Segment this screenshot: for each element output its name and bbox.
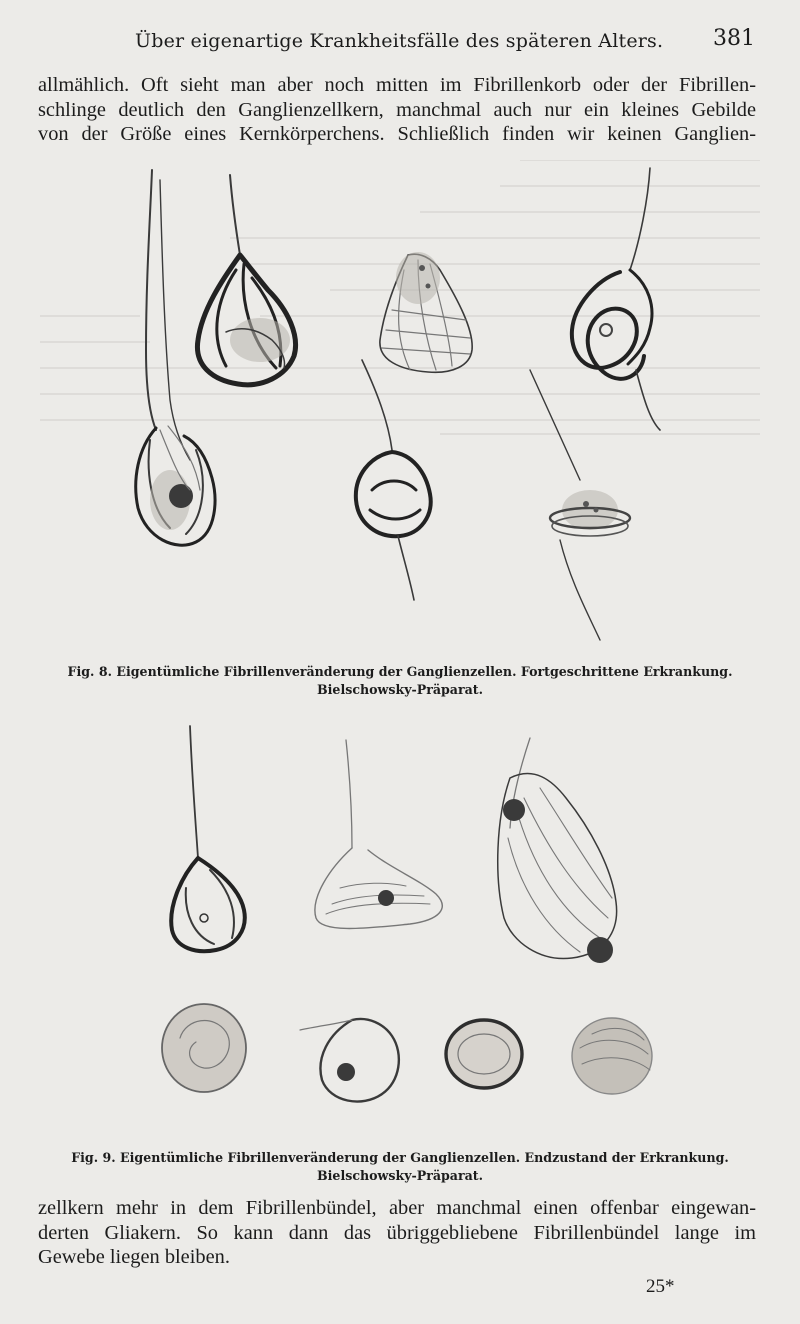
text-line: derten Gliakern. So kann dann das übriggebliebene Fibrillenbündel lange im — [38, 1221, 756, 1244]
text-line: Gewebe liegen bleiben. — [38, 1246, 230, 1268]
cell-9c — [498, 738, 617, 963]
paragraph-top — [38, 73, 756, 147]
cell-8d — [572, 168, 660, 430]
text-line: allmählich. Oft sieht man aber noch mitten im Fibrillenkorb oder der Fibrillen- — [38, 74, 756, 96]
cell-9g — [572, 1018, 652, 1094]
figure-8-drawing — [0, 160, 800, 650]
running-head — [135, 26, 755, 60]
figure-8-illustration — [0, 160, 800, 650]
caption-line: Bielschowsky-Präparat. — [317, 682, 483, 697]
figure-9-illustration — [0, 718, 800, 1138]
paragraph-bottom — [38, 1196, 756, 1270]
figure-9-drawing — [0, 718, 800, 1138]
cell-8b — [197, 175, 295, 385]
cell-8e — [356, 360, 431, 600]
cell-9d — [162, 1004, 246, 1092]
text-line: schlinge deutlich den Ganglienzellkern, manchmal auch nur ein kleines Gebilde — [38, 98, 756, 121]
figure-8-caption — [40, 663, 760, 699]
running-head-title: Über eigenartige Krankheitsfälle des späteren Alters. — [135, 30, 664, 52]
cell-9f — [446, 1020, 522, 1088]
text-line: von der Größe eines Kernkörperchens. Schließlich finden wir keinen Ganglien- — [38, 123, 756, 145]
caption-line: Fig. 8. Eigentümliche Fibrillenveränderung der Ganglienzellen. Fortgeschrittene Erkrankung. — [67, 664, 733, 679]
cell-9e — [300, 1019, 399, 1102]
caption-line: Bielschowsky-Präparat. — [317, 1168, 483, 1183]
cell-8a — [136, 170, 215, 545]
page-number: 381 — [713, 26, 755, 51]
text-line: zellkern mehr in dem Fibrillenbündel, aber manchmal einen offenbar eingewan- — [38, 1197, 756, 1219]
cell-9b — [315, 740, 442, 929]
caption-line: Fig. 9. Eigentümliche Fibrillenveränderung der Ganglienzellen. Endzustand der Erkrankung. — [71, 1150, 729, 1165]
printer-signature-mark: 25* — [646, 1276, 675, 1297]
cell-9a — [171, 726, 245, 951]
figure-9-caption — [40, 1149, 760, 1185]
cell-8c — [380, 252, 472, 372]
cell-8f — [530, 370, 630, 640]
